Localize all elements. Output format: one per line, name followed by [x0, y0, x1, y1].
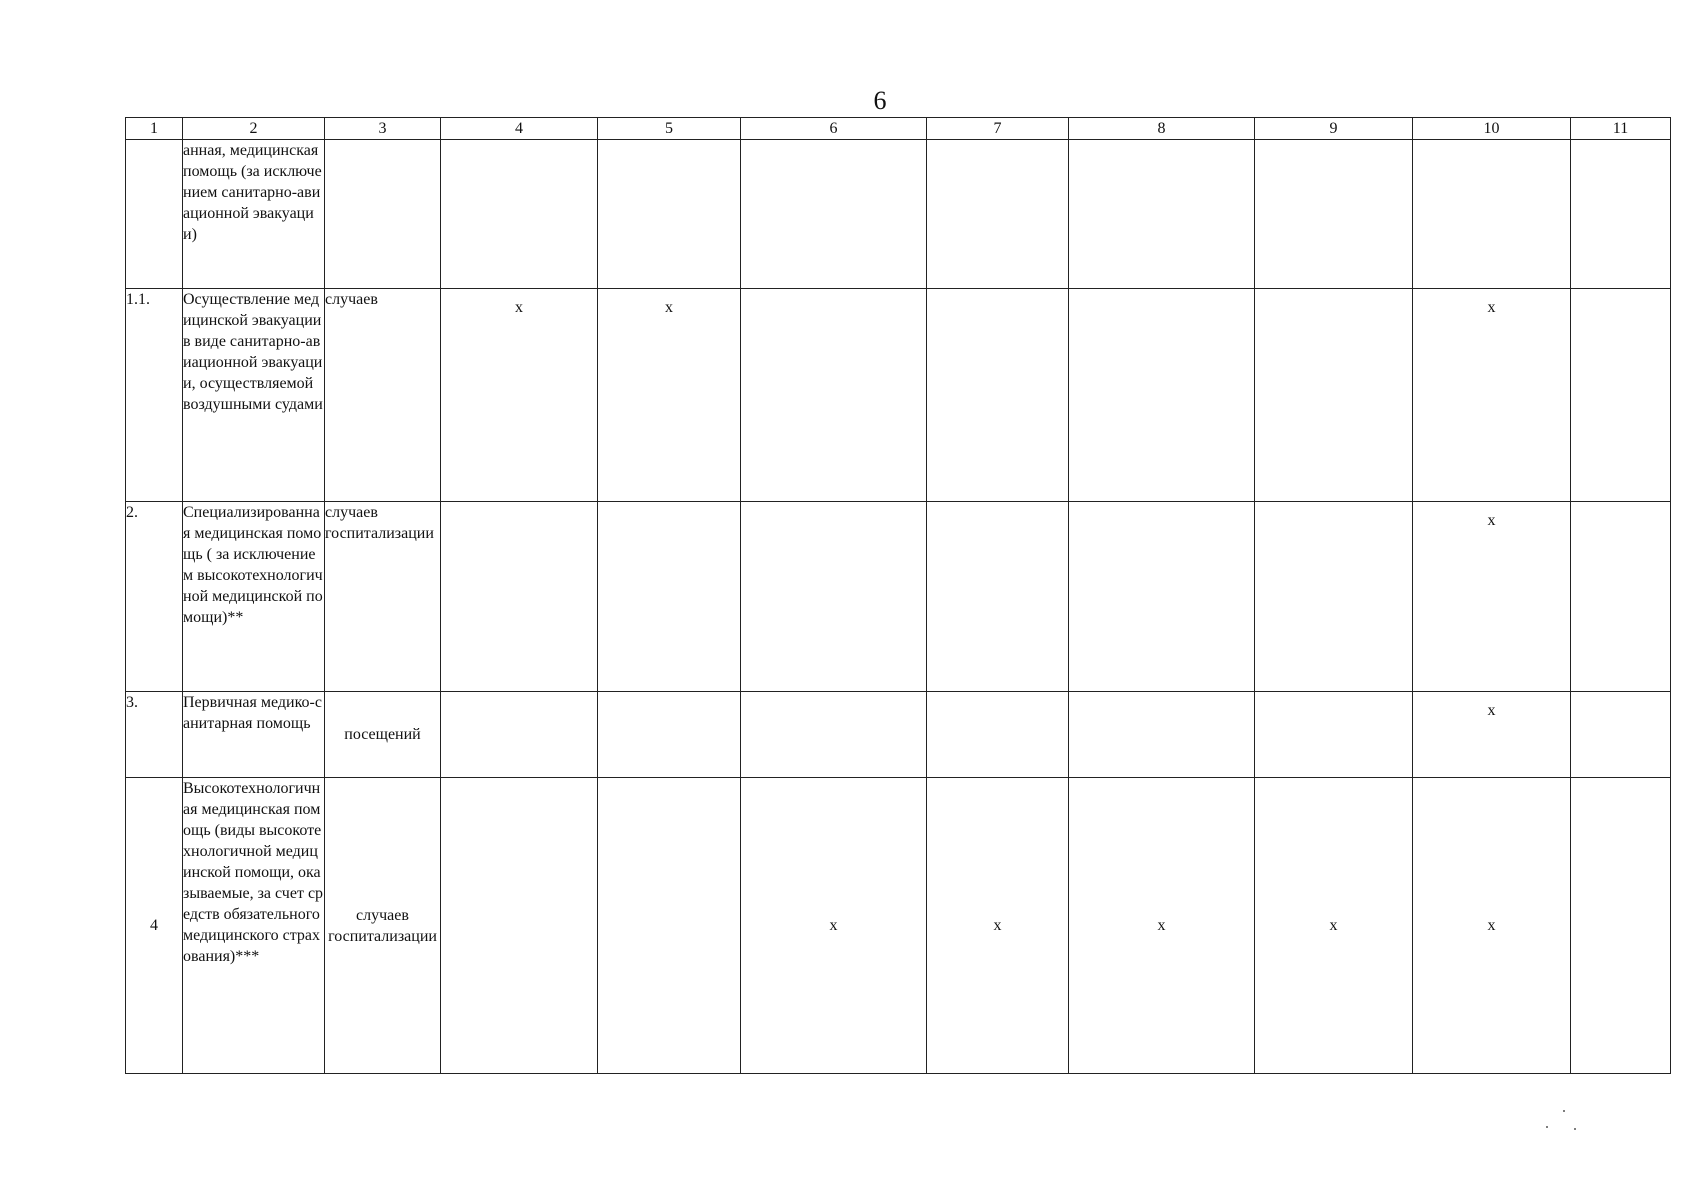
table-cell: [741, 502, 927, 692]
table-cell: [1255, 502, 1413, 692]
column-header: 4: [441, 118, 598, 140]
table-cell: [741, 692, 927, 778]
scan-speck: [1574, 1128, 1576, 1130]
table-cell: x: [1413, 692, 1571, 778]
table-cell: x: [441, 289, 598, 502]
table-cell: [1069, 502, 1255, 692]
table-cell: x: [1255, 778, 1413, 1074]
column-header: 8: [1069, 118, 1255, 140]
column-header: 7: [927, 118, 1069, 140]
table-cell: [598, 140, 741, 289]
row-unit: посещений: [325, 692, 441, 778]
table-cell: [1413, 140, 1571, 289]
table-row: [126, 289, 1671, 502]
row-unit: [325, 140, 441, 289]
table-cell: [441, 502, 598, 692]
table-cell: x: [927, 778, 1069, 1074]
data-table: [125, 117, 1671, 1074]
table-cell: [1069, 140, 1255, 289]
table-cell: [1069, 289, 1255, 502]
table-row: [126, 778, 1671, 1074]
table-cell: [598, 778, 741, 1074]
scan-speck: [1546, 1126, 1548, 1128]
table-cell: [598, 692, 741, 778]
scan-speck: [1563, 1110, 1565, 1112]
row-name: Высокотехнологичная медицинская помощь (виды высокотехнологичной медицинской помощи, оказываемые, за счет средств обязательного медицинского страхования)***: [183, 778, 325, 1074]
table-cell: [441, 692, 598, 778]
row-unit: случаев госпитализации: [325, 502, 441, 692]
table-row: [126, 140, 1671, 289]
row-name: Осуществление медицинской эвакуации в виде санитарно-авиационной эвакуации, осуществляемой воздушными судами: [183, 289, 325, 502]
table-cell: [927, 140, 1069, 289]
table-cell: x: [1069, 778, 1255, 1074]
column-header: 5: [598, 118, 741, 140]
column-header: 6: [741, 118, 927, 140]
row-number: 3.: [126, 692, 183, 778]
table-row: [126, 502, 1671, 692]
table-cell: [1571, 692, 1671, 778]
column-header: 3: [325, 118, 441, 140]
row-number: 1.1.: [126, 289, 183, 502]
table-row: [126, 692, 1671, 778]
table-cell: [1255, 692, 1413, 778]
row-name: Специализированная медицинская помощь ( за исключением высокотехнологичной медицинской помощи)**: [183, 502, 325, 692]
table-cell: [441, 140, 598, 289]
column-header: 1: [126, 118, 183, 140]
row-name: Первичная медико-санитарная помощь: [183, 692, 325, 778]
column-header: 11: [1571, 118, 1671, 140]
page-number: 6: [873, 86, 887, 115]
table-cell: [1571, 289, 1671, 502]
table-cell: x: [1413, 289, 1571, 502]
table-cell: x: [1413, 778, 1571, 1074]
column-header: 10: [1413, 118, 1571, 140]
row-number: [126, 140, 183, 289]
table-cell: [1571, 140, 1671, 289]
table-cell: [927, 289, 1069, 502]
table-cell: [441, 778, 598, 1074]
table-cell: [598, 502, 741, 692]
table-cell: [1571, 778, 1671, 1074]
table-cell: [927, 502, 1069, 692]
table-cell: [1069, 692, 1255, 778]
row-number: 4: [126, 778, 183, 1074]
column-header: 9: [1255, 118, 1413, 140]
table-cell: [1255, 289, 1413, 502]
row-number: 2.: [126, 502, 183, 692]
column-number-row: [126, 118, 1671, 140]
column-header: 2: [183, 118, 325, 140]
table-cell: [741, 289, 927, 502]
table-cell: [741, 140, 927, 289]
row-unit: случаев: [325, 289, 441, 502]
table-cell: [1255, 140, 1413, 289]
row-unit: случаев госпитализации: [325, 778, 441, 1074]
table-cell: x: [741, 778, 927, 1074]
table-cell: [1571, 502, 1671, 692]
table-cell: x: [598, 289, 741, 502]
row-name: анная, медицинская помощь (за исключением санитарно-авиационной эвакуации): [183, 140, 325, 289]
table-cell: x: [1413, 502, 1571, 692]
table-cell: [927, 692, 1069, 778]
